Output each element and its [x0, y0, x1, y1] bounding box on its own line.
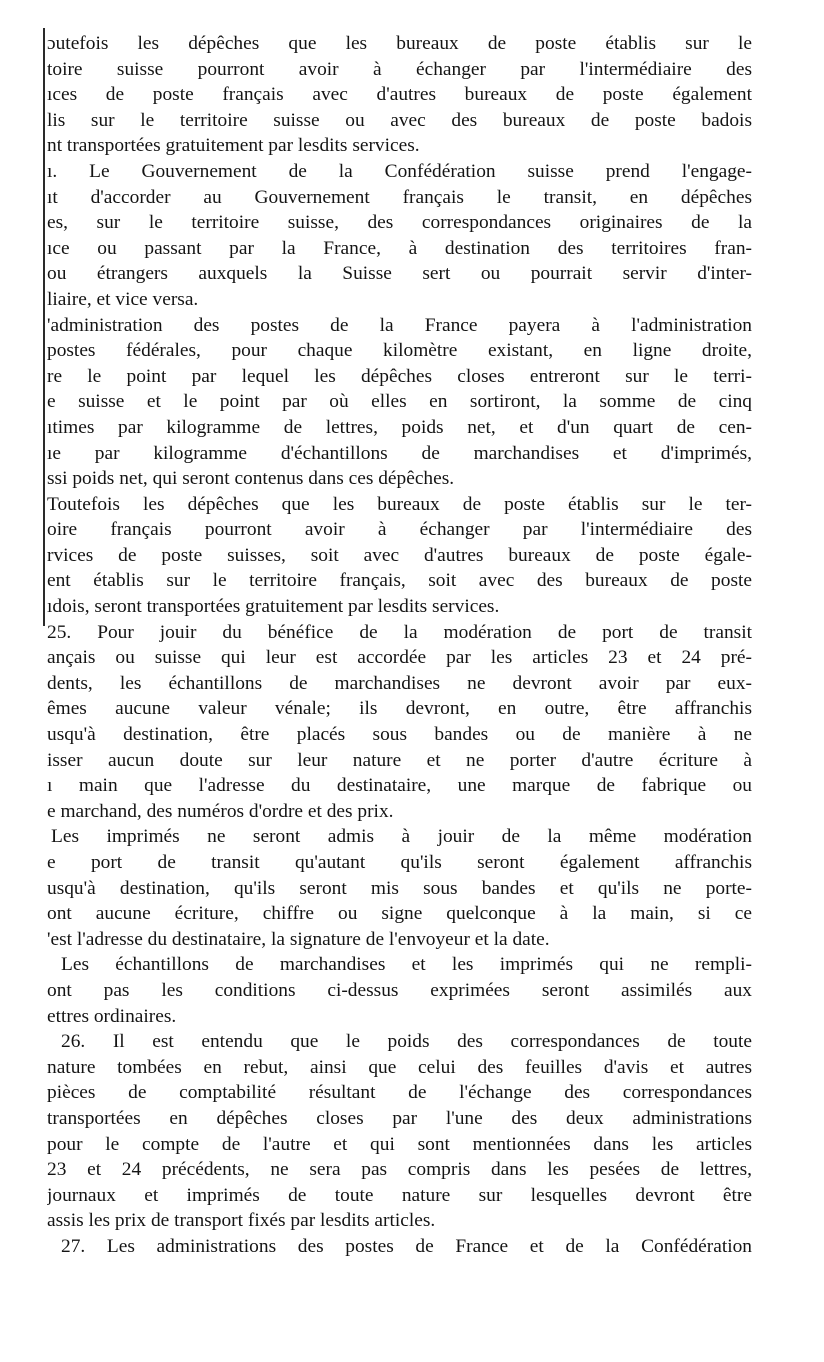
text-line: usqu'à destination, être placés sous bandes ou de manière à ne: [47, 724, 752, 746]
text-line: isser aucun doute sur leur nature et ne porter d'autre écriture à: [47, 749, 752, 771]
text-line: 23 et 24 précédents, ne sera pas compris dans les pesées de lettres,: [47, 1159, 752, 1181]
text-line: transportées en dépêches closes par l'une des deux administrations: [47, 1107, 752, 1129]
text-line: 26. Il est entendu que le poids des correspondances de toute: [61, 1031, 752, 1053]
text-line: liaire, et vice versa.: [47, 288, 199, 310]
text-line: postes fédérales, pour chaque kilomètre existant, en ligne droite,: [47, 340, 752, 362]
text-line: 'est l'adresse du destinataire, la signature de l'envoyeur et la date.: [47, 928, 550, 950]
text-line: ıce ou passant par la France, à destination des territoires fran-: [47, 237, 752, 259]
text-line: usqu'à destination, qu'ils seront mis sous bandes et qu'ils ne porte-: [47, 877, 752, 899]
text-line: e port de transit qu'autant qu'ils seront également affranchis: [47, 852, 752, 873]
text-line: ıdois, seront transportées gratuitement par lesdits services.: [47, 596, 500, 618]
text-line: rvices de poste suisses, soit avec d'autres bureaux de poste égale-: [47, 544, 752, 566]
text-line: Les échantillons de marchandises et les imprimés qui ne rempli-: [61, 954, 752, 976]
text-line: Les imprimés ne seront admis à jouir de la même modération: [51, 826, 752, 848]
text-line: ı. Le Gouvernement de la Confédération suisse prend l'engage-: [47, 160, 752, 182]
text-line: ɔutefois les dépêches que les bureaux de poste établis sur le: [47, 33, 752, 54]
text-line: ıe par kilogramme d'échantillons de marchandises et d'imprimés,: [47, 442, 752, 464]
text-line: ıces de poste français avec d'autres bureaux de poste également: [47, 84, 752, 106]
text-line: assis les prix de transport fixés par lesdits articles.: [47, 1210, 436, 1232]
text-line: journaux et imprimés de toute nature sur lesquelles devront être: [47, 1184, 752, 1206]
text-line: ançais ou suisse qui leur est accordée par les articles 23 et 24 pré-: [47, 647, 752, 669]
text-line: pièces de comptabilité résultant de l'échange des correspondances: [47, 1082, 752, 1104]
text-line: ıtimes par kilogramme de lettres, poids net, et d'un quart de cen-: [47, 416, 752, 438]
text-line: ont pas les conditions ci-dessus exprimées seront assimilés aux: [47, 979, 752, 1001]
text-line: ont aucune écriture, chiffre ou signe quelconque à la main, si ce: [47, 903, 752, 925]
document-text-block: [47, 31, 752, 1260]
text-line: ssi poids net, qui seront contenus dans ces dépêches.: [47, 468, 455, 490]
text-line: e suisse et le point par où elles en sortiront, la somme de cinq: [47, 391, 752, 413]
text-line: nt transportées gratuitement par lesdits services.: [47, 135, 420, 157]
text-line: 'administration des postes de la France payera à l'administration: [47, 314, 752, 336]
scan-edge-line: [43, 28, 45, 626]
text-line: êmes aucune valeur vénale; ils devront, en outre, être affranchis: [47, 698, 752, 720]
text-line: oire français pourront avoir à échanger par l'intermédiaire des: [47, 519, 752, 541]
text-line: ı main que l'adresse du destinataire, une marque de fabrique ou: [47, 775, 752, 797]
text-line: toire suisse pourront avoir à échanger par l'intermédiaire des: [47, 58, 752, 80]
text-line: 25. Pour jouir du bénéfice de la modération de port de transit: [47, 621, 752, 643]
text-line: ettres ordinaires.: [47, 1005, 177, 1027]
text-line: nature tombées en rebut, ainsi que celui des feuilles d'avis et autres: [47, 1056, 752, 1078]
text-line: lis sur le territoire suisse ou avec des bureaux de poste badois: [47, 109, 752, 131]
text-line: re le point par lequel les dépêches closes entreront sur le terri-: [47, 365, 752, 387]
text-line: ou étrangers auxquels la Suisse sert ou pourrait servir d'inter-: [47, 263, 752, 285]
text-line: es, sur le territoire suisse, des correspondances originaires de la: [47, 212, 752, 234]
text-line: ent établis sur le territoire français, soit avec des bureaux de poste: [47, 570, 752, 592]
text-line: ıt d'accorder au Gouvernement français le transit, en dépêches: [47, 186, 752, 208]
text-line: pour le compte de l'autre et qui sont mentionnées dans les articles: [47, 1133, 752, 1155]
text-line: e marchand, des numéros d'ordre et des prix.: [47, 800, 394, 822]
text-line: 27. Les administrations des postes de France et de la Confédération: [61, 1235, 752, 1257]
text-line: dents, les échantillons de marchandises ne devront avoir par eux-: [47, 672, 752, 694]
text-line: Toutefois les dépêches que les bureaux de poste établis sur le ter-: [47, 493, 752, 515]
